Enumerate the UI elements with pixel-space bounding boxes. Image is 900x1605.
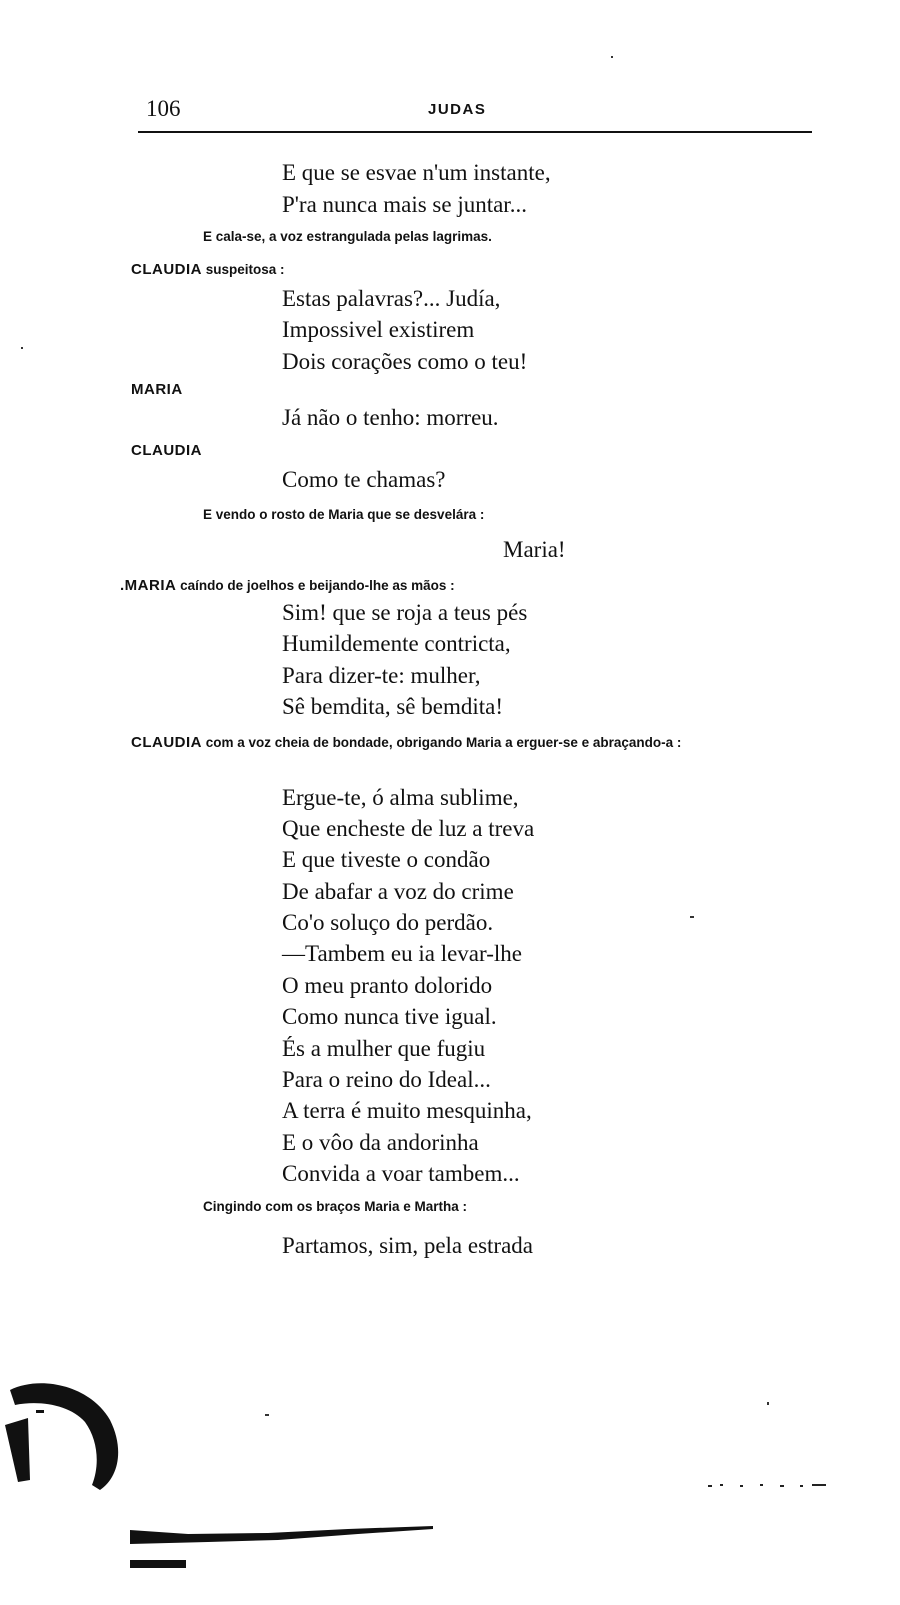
verse-line: P'ra nunca mais se juntar... — [282, 192, 527, 217]
speaker-name: CLAUDIA — [131, 442, 202, 459]
verse-line: De abafar a voz do crime — [282, 879, 514, 904]
verse-line: És a mulher que fugiu — [282, 1036, 486, 1061]
verse-line: O meu pranto dolorido — [282, 973, 493, 998]
speaker-heading — [131, 732, 821, 754]
verse-line: Ergue-te, ó alma sublime, — [282, 785, 519, 810]
speaker-name: CLAUDIA — [131, 261, 202, 278]
verse-line: —Tambem eu ia levar-lhe — [282, 941, 522, 966]
scan-speck — [690, 916, 694, 918]
speaker-name: CLAUDIA — [131, 734, 202, 751]
verse-line: E que se esvae n'um instante, — [282, 160, 551, 185]
speaker-direction: com a voz cheia de bondade, obrigando Maria a erguer-se e abraçando-a : — [205, 735, 682, 750]
speaker-name: .MARIA — [120, 577, 177, 594]
verse-line: Estas palavras?... Judía, — [282, 286, 501, 311]
verse-line: Sim! que se roja a teus pés — [282, 600, 528, 625]
speaker-direction: suspeitosa : — [205, 262, 285, 277]
verse-line: Co'o soluço do perdão. — [282, 910, 494, 935]
speaker-name: MARIA — [131, 381, 183, 398]
scan-speck-row — [700, 1480, 830, 1492]
running-title: JUDAS — [428, 101, 487, 118]
verse-line: Como te chamas? — [282, 467, 446, 492]
scan-speck — [767, 1402, 769, 1405]
verse-line: Para o reino do Ideal... — [282, 1067, 491, 1092]
verse-line: Para dizer-te: mulher, — [282, 663, 481, 688]
verse-line: Maria! — [503, 537, 566, 562]
verse-line: Convida a voar tambem... — [282, 1161, 520, 1186]
scan-blot-mark — [0, 1370, 130, 1500]
scan-speck — [265, 1414, 269, 1416]
verse-line: Que encheste de luz a treva — [282, 816, 535, 841]
verse-line: Já não o tenho: morreu. — [282, 405, 499, 430]
verse-line: E o vôo da andorinha — [282, 1130, 479, 1155]
verse-line: Dois corações como o teu! — [282, 349, 528, 374]
speaker-direction: caíndo de joelhos e beijando-lhe as mãos : — [180, 578, 455, 593]
stage-direction: E vendo o rosto de Maria que se desvelára : — [203, 507, 485, 522]
verse-line: Humildemente contricta, — [282, 631, 511, 656]
header-rule — [138, 131, 812, 133]
scan-speck — [611, 56, 613, 58]
verse-line: E que tiveste o condão — [282, 847, 491, 872]
page-number: 106 — [146, 96, 181, 121]
verse-line: Partamos, sim, pela estrada — [282, 1233, 534, 1258]
speaker-heading — [120, 578, 455, 593]
speaker-heading — [131, 262, 285, 277]
scan-smudge-mark — [128, 1520, 438, 1570]
scan-speck — [21, 347, 23, 349]
stage-direction: Cingindo com os braços Maria e Martha : — [203, 1199, 468, 1214]
verse-line: A terra é muito mesquinha, — [282, 1098, 532, 1123]
stage-direction: E cala-se, a voz estrangulada pelas lagrimas. — [203, 229, 492, 244]
verse-line: Como nunca tive igual. — [282, 1004, 497, 1029]
verse-line: Sê bemdita, sê bemdita! — [282, 694, 503, 719]
verse-line: Impossivel existirem — [282, 317, 475, 342]
